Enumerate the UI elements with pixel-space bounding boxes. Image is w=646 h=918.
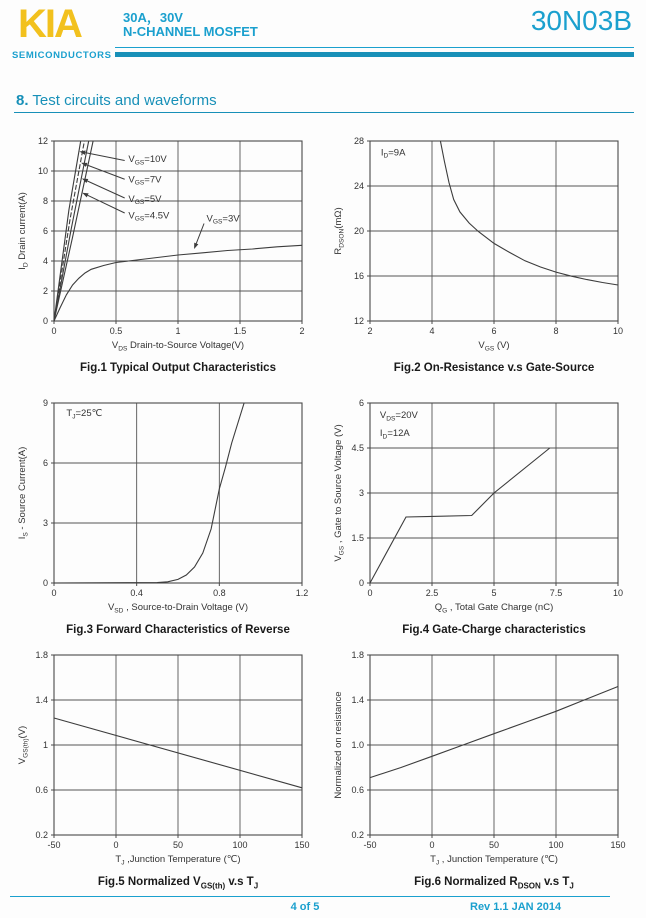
section-heading — [16, 92, 217, 109]
x-tick-label: 2 — [299, 326, 305, 336]
chart-canvas-svg — [14, 642, 314, 876]
x-tick-label: 50 — [172, 840, 184, 850]
x-tick-label: 0 — [51, 326, 57, 336]
y-tick-label: 0.6 — [35, 785, 48, 795]
x-tick-label: 0.8 — [213, 588, 226, 598]
data-series — [54, 403, 244, 583]
y-axis-label: Normalized on resistance — [333, 691, 344, 799]
x-tick-label: 2 — [367, 326, 373, 336]
y-axis-label: $V_{GS}$ , Gate to Source Voltage (V) — [333, 424, 346, 562]
x-tick-label: 10 — [612, 588, 624, 598]
x-tick-label: 8 — [553, 326, 559, 336]
y-tick-label: 12 — [353, 316, 364, 326]
annotation-arrow-line — [85, 153, 124, 161]
chart-canvas-svg — [14, 390, 314, 624]
y-tick-label: 8 — [42, 196, 48, 206]
y-tick-label: 0 — [358, 578, 364, 588]
annotation-label: $T_J=25℃$ — [66, 408, 103, 421]
y-tick-label: 10 — [37, 166, 48, 176]
part-number: 30N03B — [530, 5, 632, 36]
y-axis-label: $R_{DSON}(m\Omega)$ — [333, 207, 346, 255]
y-tick-label: 1.0 — [351, 740, 364, 750]
x-tick-label: 0.5 — [109, 326, 123, 336]
x-axis-label: $T_J$ ,Junction Temperature (℃) — [115, 854, 241, 867]
header-rule-thin — [115, 47, 634, 48]
plot-border — [54, 403, 302, 583]
fig6-caption: Fig.6 Normalized $R_{DSON}$ v.s $T_J$ — [414, 876, 574, 891]
y-tick-label: 6 — [358, 398, 364, 408]
fig2-caption: Fig.2 On-Resistance v.s Gate-Source — [393, 362, 595, 374]
y-axis-label: $V_{GS(th)}(V)$ — [17, 725, 30, 765]
x-tick-label: 5 — [491, 588, 497, 598]
y-tick-label: 6 — [42, 226, 48, 236]
annotation-label: $V_{GS}=3V$ — [206, 213, 240, 226]
kia-logo: KIA — [18, 2, 81, 46]
fig4-chart — [330, 390, 630, 624]
y-tick-label: 0.2 — [351, 830, 364, 840]
x-tick-label: 150 — [294, 840, 310, 850]
section-title: Test circuits and waveforms — [28, 92, 217, 109]
x-tick-label: 1.5 — [233, 326, 247, 336]
y-tick-label: 4.5 — [351, 443, 364, 453]
fig5-block — [14, 642, 314, 890]
fig5-chart — [14, 642, 314, 876]
x-tick-label: 7.5 — [549, 588, 563, 598]
fig1-block — [14, 128, 314, 374]
chart-canvas-svg — [330, 128, 630, 362]
x-tick-label: -50 — [363, 840, 377, 850]
x-tick-label: 0 — [51, 588, 57, 598]
y-tick-label: 1 — [42, 740, 48, 750]
revision-label: Rev 1.1 JAN 2014 — [470, 901, 562, 913]
fig6-block — [330, 642, 630, 890]
x-tick-label: -50 — [47, 840, 61, 850]
annotation-arrow-head — [79, 151, 85, 155]
y-tick-label: 3 — [42, 518, 48, 528]
y-tick-label: 0 — [42, 578, 48, 588]
annotation-label: $V_{GS}=4.5V$ — [128, 210, 170, 223]
data-series — [440, 141, 618, 285]
fig1-chart — [14, 128, 314, 362]
fig4-block — [330, 390, 630, 636]
annotation-arrow-head — [194, 243, 198, 249]
header-rule-thick — [115, 52, 634, 57]
y-tick-label: 1.4 — [351, 695, 364, 705]
annotation-arrow-line — [88, 195, 125, 213]
y-tick-label: 0.6 — [351, 785, 364, 795]
fig3-chart — [14, 390, 314, 624]
x-tick-label: 0.4 — [130, 588, 143, 598]
annotation-arrow-head — [82, 179, 88, 183]
y-axis-label: $I_D$ Drain current(A) — [17, 192, 30, 270]
x-tick-label: 2.5 — [425, 588, 439, 598]
annotation-label: $I_D=12A$ — [379, 428, 410, 441]
data-series — [370, 448, 550, 583]
annotation-arrow-line — [87, 165, 125, 179]
y-tick-label: 1.4 — [35, 695, 48, 705]
y-tick-label: 1.8 — [35, 650, 48, 660]
y-tick-label: 16 — [353, 271, 364, 281]
y-tick-label: 1.5 — [351, 533, 364, 543]
x-axis-label: $V_{SD}$ , Source-to-Drain Voltage (V) — [107, 602, 249, 615]
y-axis-label: $I_S$ - Source Current(A) — [17, 446, 30, 540]
x-tick-label: 1 — [175, 326, 181, 336]
annotation-label: $V_{GS}=7V$ — [128, 174, 162, 187]
y-tick-label: 1.8 — [351, 650, 364, 660]
y-tick-label: 0.2 — [35, 830, 48, 840]
x-tick-label: 150 — [610, 840, 626, 850]
y-tick-label: 24 — [353, 181, 364, 191]
y-tick-label: 9 — [42, 398, 48, 408]
x-tick-label: 100 — [548, 840, 564, 850]
fig2-chart — [330, 128, 630, 362]
fig3-caption: Fig.3 Forward Characteristics of Reverse — [66, 624, 290, 636]
annotation-label: $V_{GS}=10V$ — [128, 154, 167, 167]
page-indicator: 4 of 5 — [290, 901, 320, 913]
x-tick-label: 50 — [488, 840, 500, 850]
annotation-arrow-line — [87, 181, 124, 198]
y-tick-label: 3 — [358, 488, 364, 498]
annotation-arrow-head — [82, 193, 88, 198]
x-tick-label: 10 — [612, 326, 624, 336]
x-axis-label: $V_{GS}$ (V) — [478, 340, 510, 353]
section-number: 8. — [16, 92, 29, 109]
annotation-label: $V_{DS}=20V$ — [379, 410, 418, 423]
x-tick-label: 6 — [491, 326, 497, 336]
fig5-caption: Fig.5 Normalized $V_{GS(th)}$ v.s $T_J$ — [97, 876, 259, 891]
fig1-caption: Fig.1 Typical Output Characteristics — [80, 362, 276, 374]
y-tick-label: 6 — [42, 458, 48, 468]
annotation-label: $V_{GS}=5V$ — [128, 193, 162, 207]
x-axis-label: $V_{DS}$ Drain-to-Source Voltage(V) — [111, 340, 245, 353]
x-tick-label: 0 — [429, 840, 435, 850]
x-axis-label: $T_J$ , Junction Temperature (℃) — [430, 854, 558, 867]
x-tick-label: 1.2 — [295, 588, 309, 598]
annotation-arrow-line — [196, 224, 204, 244]
footer-rule — [10, 896, 610, 897]
chart-canvas-svg — [330, 642, 630, 876]
x-tick-label: 0 — [113, 840, 119, 850]
section-underline — [14, 112, 634, 113]
y-tick-label: 0 — [42, 316, 48, 326]
logo-subtext: SEMICONDUCTORS — [12, 50, 112, 61]
chart-canvas-svg — [14, 128, 314, 362]
x-tick-label: 4 — [429, 326, 435, 336]
x-axis-label: $Q_G$ , Total Gate Charge (nC) — [434, 602, 554, 615]
y-tick-label: 4 — [42, 256, 48, 266]
y-tick-label: 20 — [353, 226, 364, 236]
y-tick-label: 12 — [37, 136, 48, 146]
x-tick-label: 0 — [367, 588, 373, 598]
y-tick-label: 28 — [353, 136, 364, 146]
chart-canvas-svg — [330, 390, 630, 624]
y-tick-label: 2 — [42, 286, 48, 296]
fig4-caption: Fig.4 Gate-Charge characteristics — [402, 624, 586, 636]
fig2-block — [330, 128, 630, 374]
annotation-label: $I_D=9A$ — [380, 147, 406, 160]
rating-line: 30A，30V — [123, 10, 183, 25]
x-tick-label: 100 — [232, 840, 248, 850]
fig3-block — [14, 390, 314, 636]
device-type: N-CHANNEL MOSFET — [123, 24, 258, 39]
fig6-chart — [330, 642, 630, 876]
